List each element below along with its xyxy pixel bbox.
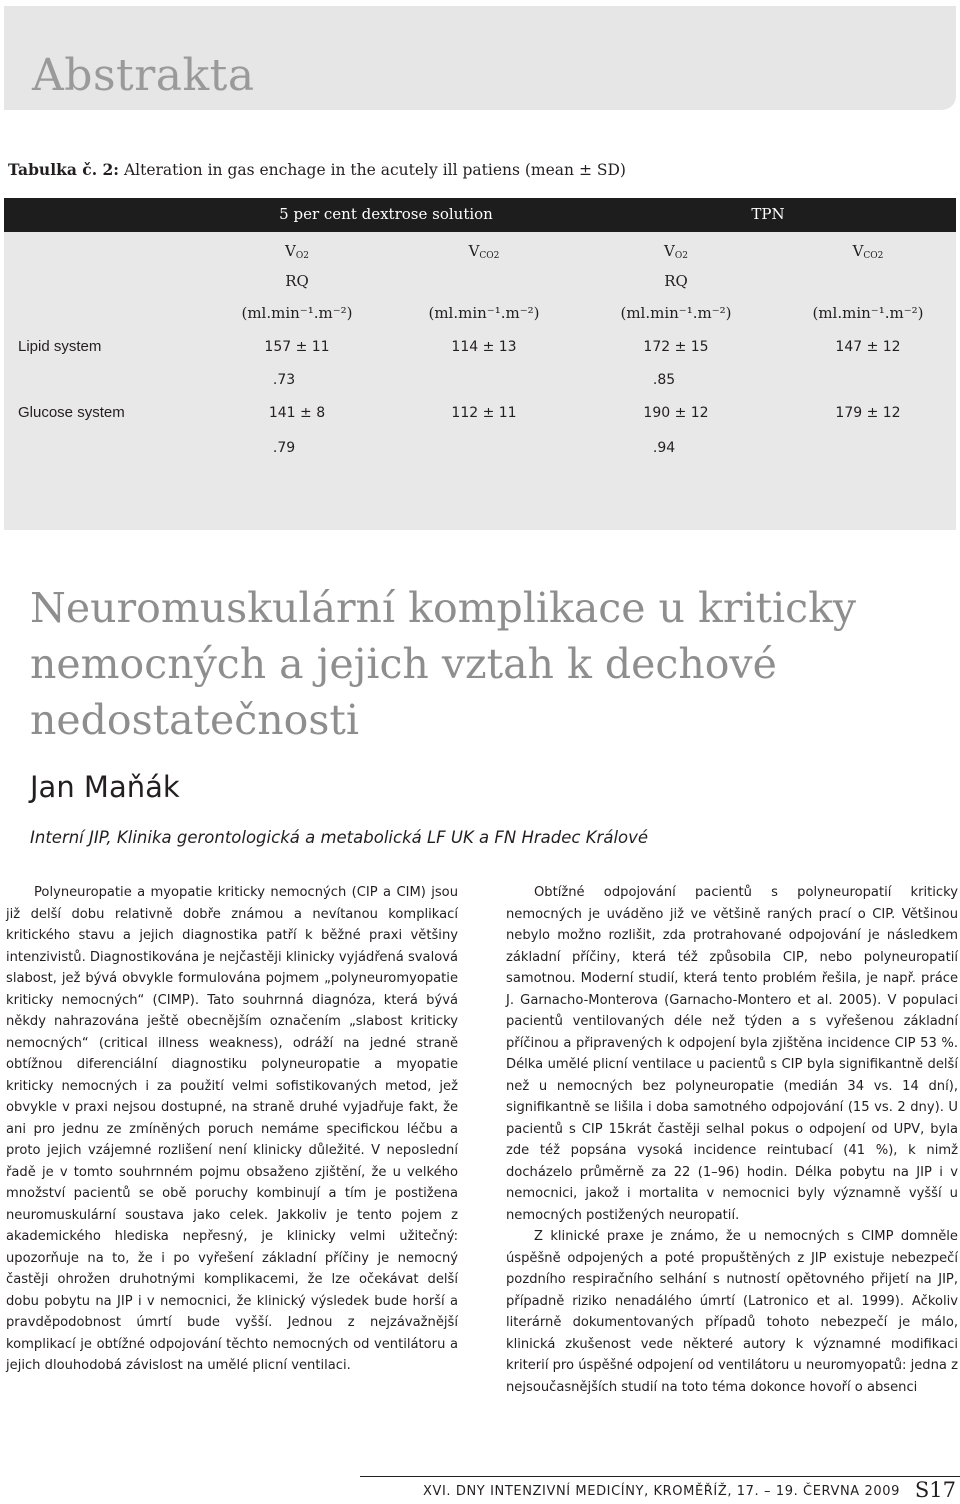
col-header-main: V [285,242,296,260]
col-header-sub: O2 [295,251,309,261]
group-header-tpn: TPN [751,205,785,223]
footer-conference: XVI. DNY INTENZIVNÍ MEDICÍNY, KROMĚŘÍŽ, 17. – 19. ČERVNA 2009 [422,1484,900,1499]
table-cell: 141 ± 8 [268,405,326,421]
col-header-vco2-1 [469,242,500,261]
author-name: Jan Maňák [30,770,180,804]
col-header-sub: CO2 [479,251,500,261]
col-header-main: V [664,242,675,260]
footer-rule [360,1476,960,1477]
row-label-lipid: Lipid system [18,338,102,355]
unit-label-1: (ml.min⁻¹.m⁻²) [241,304,353,322]
rq-label-2: RQ [664,272,688,290]
col-header-vo2-2 [664,242,688,261]
table-cell: 179 ± 12 [835,405,901,421]
body-paragraph: Z klinické praxe je známo, že u nemocných s CIMP domněle úspěšně odpojených a poté propuštěných z JIP existuje nebezpečí pozdního respiračního selhání s nutností opětovného přijetí na JIP, případně riziko nenadálého úmrtí (Latronico et al. 1999). Ačkoliv literárně dokumentovaných případů tohoto nebezpečí je málo, klinická zkušenost vede některé autory k významné modifikaci kriterií pro úspěšné odpojení od ventilátoru u neuromyopatů: jedna z nejsoučasnějších studií na toto téma dokonce hovoří o absenci [506,1229,958,1395]
table-cell: 112 ± 11 [451,405,517,421]
section-title: Abstrakta [32,50,255,101]
table-cell-rq: .94 [652,440,676,456]
table-caption [8,160,626,179]
body-column-left [6,882,458,1377]
col-header-vo2-1 [285,242,309,261]
unit-label-3: (ml.min⁻¹.m⁻²) [620,304,732,322]
table-cell-rq: .73 [272,372,296,388]
table-cell: 114 ± 13 [451,339,517,355]
table-caption-text: Alteration in gas enchage in the acutely ill patiens (mean ± SD) [119,161,626,179]
body-paragraph: Obtížné odpojování pacientů s polyneuropatií kriticky nemocných je uváděno již ve většině raných prací o CIP. Většinou nebylo možno rozlišit, zda protrahované odpojování je následkem základní příčiny, která též způsobila CIP, nebo polyneuropatií samotnou. Moderní studií, která tento problém řešila, je např. práce J. Garnacho-Monterova (Garnacho-Montero et al. 2005). V populaci pacientů ventilovaných déle než týden a s vyřešenou základní příčinou a připravených k odpojení byla zjištěna incidence CIP 53 %. Délka umělé plicní ventilace u pacientů s CIP byla signifikantně delší než u nemocných bez polyneuropatie (medián 34 vs. 14 dní), signifikantně se lišila i doba samotného odpojování (15 vs. 2 dny). U pacientů s CIP 15krát častěji selhal pokus o odpojení od UPV, byla zde též popsána vysoká incidence reintubací (41 %), k nimž docházelo průměrně za 22 (1–96) hodin. Délka pobytu na JIP i v nemocnici, jakož i mortalita v nemocnici byly významně vyšší u nemocných postižených neuropatií. [506,885,958,1223]
unit-label-4: (ml.min⁻¹.m⁻²) [812,304,924,322]
body-column-right [506,882,958,1398]
rq-label-1: RQ [285,272,309,290]
article-title-line: Neuromuskulární komplikace u kriticky [30,584,857,632]
col-header-main: V [468,242,480,260]
table-cell: 147 ± 12 [835,339,901,355]
table-cell-rq: .79 [272,440,296,456]
table-cell-rq: .85 [652,372,676,388]
row-label-glucose: Glucose system [18,404,125,421]
col-header-sub: CO2 [863,251,884,261]
page-number: S17 [914,1478,956,1502]
table-cell: 157 ± 11 [264,339,330,355]
article-title-line: nemocných a jejich vztah k dechové [30,640,777,688]
body-paragraph: Polyneuropatie a myopatie kriticky nemocných (CIP a CIM) jsou již delší dobu relativně dobře známou a nevítanou komplikací kritického stavu a jejich diagnostika patří k běžné praxi většiny intenzivistů. Diagnostikována je nejčastěji klinicky vyjádřená svalová slabost, jež bývá obvykle formulována pojmem „polyneuromyopatie kriticky nemocných“ (CIMP). Tato souhrnná diagnóza, která bývá někdy nahrazována ještě obecnějším označením „slabost kriticky nemocných“ (critical illness weakness), odráží na jedné straně obtížnou diferenciální diagnostiku polyneuropatie a myopatie kriticky nemocných i za použití velmi sofistikovaných metod, jež obvykle v praxi nejsou dostupné, na straně druhé vyjadřuje fakt, že ani pro jednu ze zmíněných poruch nemáme specifickou léčbu a proto jejich vzájemné rozlišení není klinicky důležité. V neposlední řadě je v tomto souhrnném pojmu obsaženo zjištění, že u velkého množství pacientů se obě poruchy kombinují a tím je postižena neuromuskulární soustava jako celek. Jakkoliv je tento pojem z akademického hlediska nepřesný, je klinicky velmi užitečný: upozorňuje na to, že i po vyřešení základní příčiny je nemocný častěji ohrožen druhotnými komplikacemi, že lze očekávat delší dobu pobytu na JIP i v nemocnici, že klinický výsledek bude horší a pravděpodobnost úmrtí bude vyšší. Jednou z nejzávažnější komplikací je obtížné odpojování těchto nemocných od ventilátoru a jejich dlouhodobá závislost na umělé plicní ventilaci. [6,885,458,1373]
table-cell: 190 ± 12 [643,405,709,421]
article-title [30,580,930,748]
article-title-line: nedostatečnosti [30,696,359,744]
unit-label-2: (ml.min⁻¹.m⁻²) [428,304,540,322]
table-body [4,232,956,530]
table-group-header-row [4,198,956,232]
author-affiliation: Interní JIP, Klinika gerontologická a metabolická LF UK a FN Hradec Králové [30,828,649,847]
group-header-dextrose: 5 per cent dextrose solution [279,205,493,223]
col-header-vco2-2 [853,242,884,261]
section-banner [4,6,956,110]
table-cell: 172 ± 15 [643,339,709,355]
col-header-sub: O2 [674,251,688,261]
col-header-main: V [852,242,864,260]
table-caption-prefix: Tabulka č. 2: [8,160,120,179]
